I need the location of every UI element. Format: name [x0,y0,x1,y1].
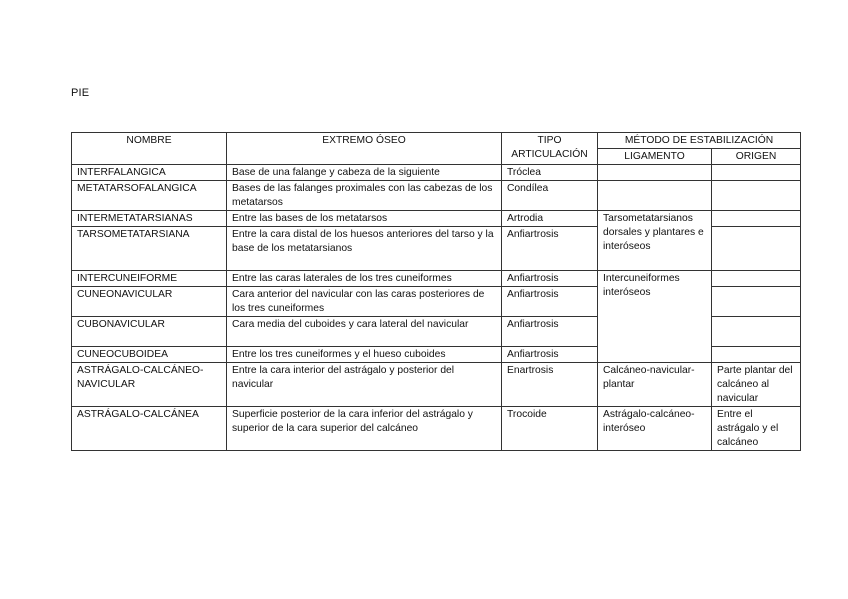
cell-extremo: Base de una falange y cabeza de la siguiente [227,165,502,181]
table-row [72,407,801,451]
cell-tipo: Anfiartrosis [502,227,598,271]
cell-extremo: Entre las caras laterales de los tres cuneiformes [227,271,502,287]
cell-extremo: Cara anterior del navicular con las caras posteriores de los tres cuneiformes [227,287,502,317]
cell-ligamento: Calcáneo-navicular-plantar [598,363,712,407]
cell-origen: Parte plantar del calcáneo al navicular [712,363,801,407]
cell-ligamento [598,181,712,211]
page-title: PIE [71,87,90,99]
cell-extremo: Entre los tres cuneiformes y el hueso cuboides [227,347,502,363]
header-tipo [502,133,598,165]
header-extremo: EXTREMO ÓSEO [227,133,502,165]
table-row [72,165,801,181]
cell-nombre: CUNEOCUBOIDEA [72,347,227,363]
cell-nombre: INTERMETATARSIANAS [72,211,227,227]
cell-nombre: TARSOMETATARSIANA [72,227,227,271]
cell-origen: Entre el astrágalo y el calcáneo [712,407,801,451]
cell-origen [712,317,801,347]
cell-ligamento [598,165,712,181]
cell-origen [712,287,801,317]
cell-extremo: Entre la cara interior del astrágalo y posterior del navicular [227,363,502,407]
cell-origen [712,181,801,211]
cell-tipo: Tróclea [502,165,598,181]
table-row [72,181,801,211]
header-ligamento: LIGAMENTO [598,149,712,165]
cell-origen [712,347,801,363]
cell-nombre: INTERFALANGICA [72,165,227,181]
cell-tipo: Condílea [502,181,598,211]
joints-table [71,132,801,451]
header-tipo-line2: ARTICULACIÓN [511,149,588,160]
table-row [72,271,801,287]
cell-nombre: INTERCUNEIFORME [72,271,227,287]
header-origen: ORIGEN [712,149,801,165]
cell-extremo: Superficie posterior de la cara inferior del astrágalo y superior de la cara superior del calcáneo [227,407,502,451]
header-row [72,133,801,149]
cell-ligamento-intercuneiformes: Intercuneiformes interóseos [598,271,712,363]
cell-nombre: ASTRÁGALO-CALCÁNEO-NAVICULAR [72,363,227,407]
cell-origen [712,165,801,181]
cell-tipo: Anfiartrosis [502,287,598,317]
cell-origen [712,271,801,287]
cell-nombre: METATARSOFALANGICA [72,181,227,211]
cell-extremo: Bases de las falanges proximales con las cabezas de los metatarsos [227,181,502,211]
cell-nombre: ASTRÁGALO-CALCÁNEA [72,407,227,451]
cell-tipo: Enartrosis [502,363,598,407]
cell-tipo: Anfiartrosis [502,317,598,347]
header-tipo-line1: TIPO [537,135,562,146]
table-row [72,211,801,227]
cell-extremo: Cara media del cuboides y cara lateral del navicular [227,317,502,347]
cell-ligamento: Astrágalo-calcáneo-interóseo [598,407,712,451]
cell-tipo: Anfiartrosis [502,271,598,287]
cell-ligamento-tarsometatarsianos: Tarsometatarsianos dorsales y plantares e interóseos [598,211,712,271]
cell-nombre: CUBONAVICULAR [72,317,227,347]
cell-origen [712,211,801,227]
table-row [72,363,801,407]
cell-extremo: Entre las bases de los metatarsos [227,211,502,227]
cell-tipo: Trocoide [502,407,598,451]
cell-origen [712,227,801,271]
header-nombre: NOMBRE [72,133,227,165]
cell-nombre: CUNEONAVICULAR [72,287,227,317]
cell-tipo: Anfiartrosis [502,347,598,363]
cell-tipo: Artrodia [502,211,598,227]
header-metodo: MÉTODO DE ESTABILIZACIÓN [598,133,801,149]
cell-extremo: Entre la cara distal de los huesos anteriores del tarso y la base de los metatarsianos [227,227,502,271]
